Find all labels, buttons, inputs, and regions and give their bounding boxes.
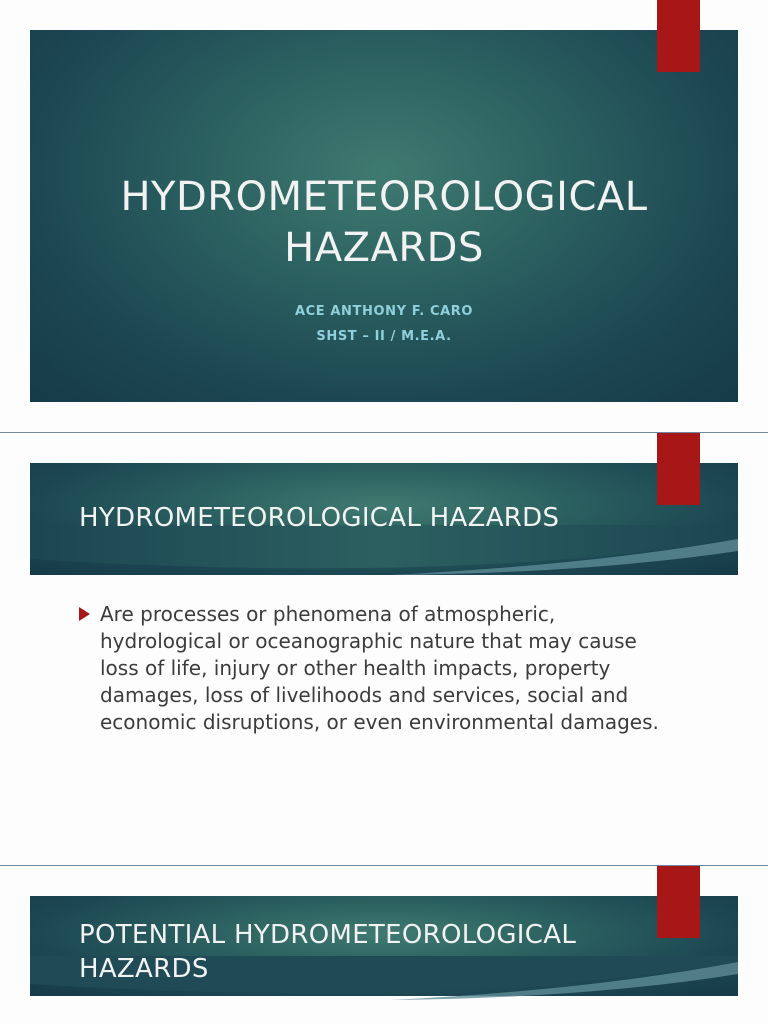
bullet-text: Are processes or phenomena of atmospheric, hydrological or oceanographic nature that may cause loss of life, injury or other health impacts, property damages, loss of livelihoods and services, social and economic disruptions, or even environmental damages. — [100, 602, 659, 734]
ribbon-bookmark — [657, 0, 700, 72]
slide-title — [30, 172, 738, 274]
title-line-2: HAZARDS — [79, 954, 209, 984]
ribbon-bookmark — [657, 866, 700, 938]
course-label: SHST – II / M.E.A. — [316, 329, 452, 344]
slide-title — [79, 918, 576, 986]
title-line-2: HAZARDS — [284, 225, 484, 271]
title-slide[interactable] — [0, 0, 768, 432]
definition-slide[interactable] — [0, 433, 768, 865]
potential-hazards-slide[interactable] — [0, 866, 768, 1024]
bullet-arrow-icon — [79, 607, 90, 621]
title-line-1: POTENTIAL HYDROMETEOROLOGICAL — [79, 920, 577, 950]
author-name: ACE ANTHONY F. CARO — [294, 304, 474, 319]
slide-title: HYDROMETEOROLOGICAL HAZARDS — [79, 503, 560, 533]
title-line-1: HYDROMETEOROLOGICAL — [120, 174, 648, 220]
ribbon-bookmark — [657, 433, 700, 505]
